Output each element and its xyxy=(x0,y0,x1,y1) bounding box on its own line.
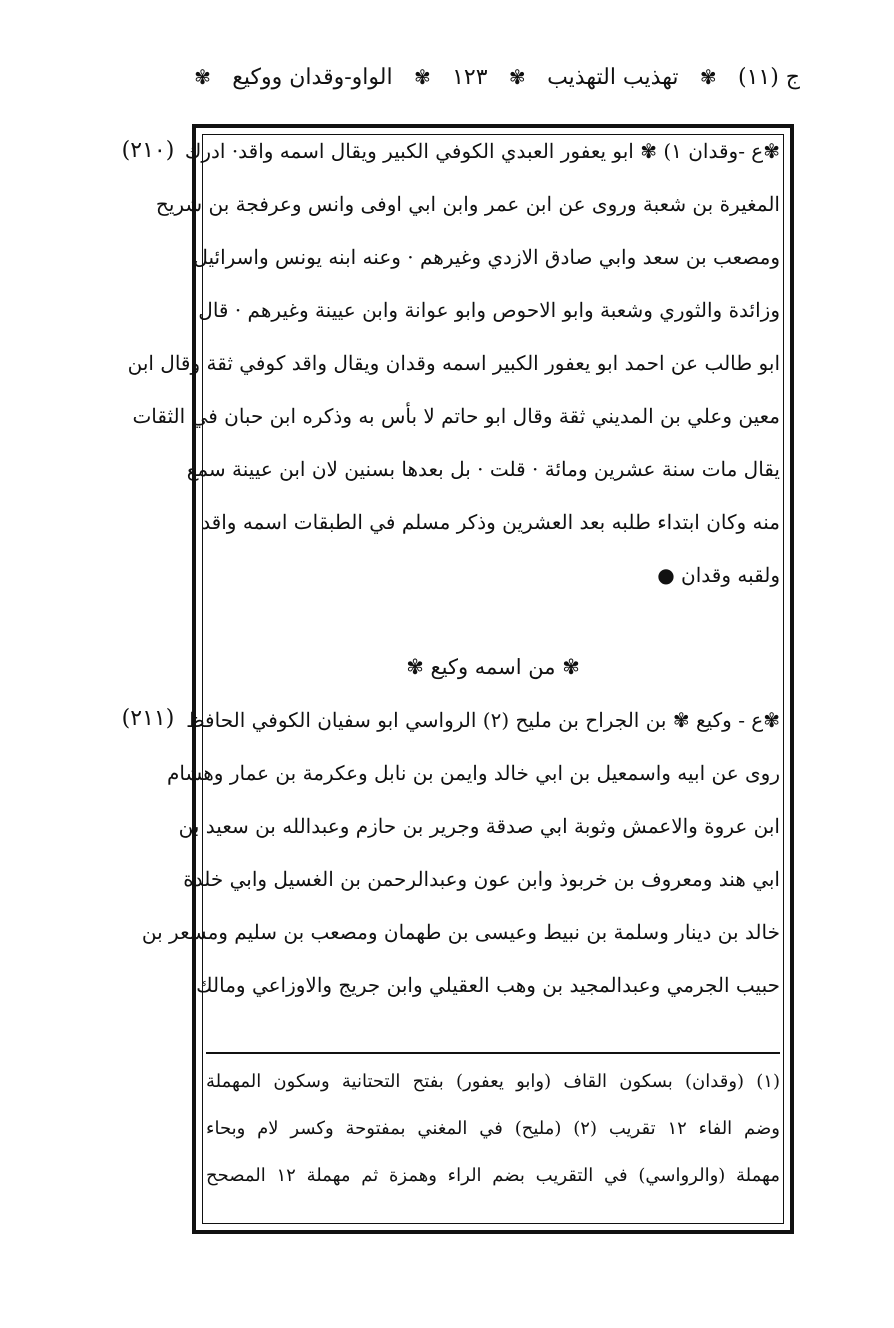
ornament-icon: ✾ xyxy=(194,65,211,89)
text-line: معين وعلي بن المديني ثقة وقال ابو حاتم لا بأس به وذكره ابن حبان في الثقات xyxy=(132,404,780,428)
text-line: ابو طالب عن احمد ابو يعفور الكبير اسمه وقدان ويقال واقد كوفي ثقة وقال ابن xyxy=(127,351,780,375)
text-line: ابن عروة والاعمش وثوبة ابي صدقة وجرير بن حازم وعبدالله بن سعيد بن xyxy=(178,814,780,838)
section-heading: ✾ من اسمه وكيع ✾ xyxy=(406,655,580,679)
page-number: ١٢٣ xyxy=(452,64,488,90)
text-line: منه وكان ابتداء طلبه بعد العشرين وذكر مسلم في الطبقات اسمه واقد xyxy=(201,510,780,534)
ornament-icon: ✾ xyxy=(508,65,526,89)
text-line: ✾ع -وقدان ١) ✾ ابو يعفور العبدي الكوفي الكبير ويقال اسمه واقد· ادرك xyxy=(184,139,780,163)
text-line: حبيب الجرمي وعبدالمجيد بن وهب العقيلي وابن جريج والاوزاعي ومالك xyxy=(196,973,780,997)
section-label: الواو-وقدان ووكيع xyxy=(232,64,393,90)
text-line: روى عن ابيه واسمعيل بن ابي خالد وايمن بن نابل وعكرمة بن عمار وهشام xyxy=(166,761,780,785)
entry-number: (٢١١) xyxy=(121,706,175,731)
running-header xyxy=(190,58,800,96)
text-line: وزائدة والثوري وشعبة وابو الاحوص وابو عوانة وابن عيينة وغيرهم · قال xyxy=(198,298,780,322)
text-line: يقال مات سنة عشرين ومائة · قلت · بل بعدها بسنين لان ابن عيينة سمع xyxy=(186,457,780,481)
entry-number: (٢١٠) xyxy=(121,138,175,163)
ornament-icon: ✾ xyxy=(413,65,431,89)
text-line: المغيرة بن شعبة وروى عن ابن عمر وابن ابي اوفى وانس وعرفجة بن شريح xyxy=(155,192,780,216)
volume-label: ج (١١) xyxy=(737,64,800,90)
footnote-line: مهملة (والرواسي) في التقريب بضم الراء وهمزة ثم مهملة ١٢ المصحح xyxy=(206,1165,780,1186)
book-title: تهذيب التهذيب xyxy=(547,64,679,90)
text-line: ابي هند ومعروف بن خربوذ وابن عون وعبدالرحمن بن الغسيل وابي خلدة xyxy=(183,867,780,891)
footnote-separator xyxy=(206,1052,780,1054)
text-line: ومصعب بن سعد وابي صادق الازدي وغيرهم · وعنه ابنه يونس واسرائيل xyxy=(193,245,780,269)
ornament-icon: ✾ xyxy=(699,65,717,89)
text-line: ولقبه وقدان ● xyxy=(657,563,780,587)
footnote-line: (١) (وقدان) بسكون القاف (وابو يعفور) بفتح التحتانية وسكون المهملة xyxy=(206,1071,780,1092)
text-line: خالد بن دينار وسلمة بن نبيط وعيسى بن طهمان ومصعب بن سليم ومسعر بن xyxy=(141,920,780,944)
footnotes xyxy=(206,1058,780,1199)
text-line: ✾ع - وكيع ✾ بن الجراح بن مليح (٢) الرواسي ابو سفيان الكوفي الحافظ xyxy=(186,708,780,732)
footnote-line: وضم الفاء ١٢ تقريب (٢) (مليح) في المغني بمفتوحة وكسر لام وبحاء xyxy=(206,1118,780,1139)
